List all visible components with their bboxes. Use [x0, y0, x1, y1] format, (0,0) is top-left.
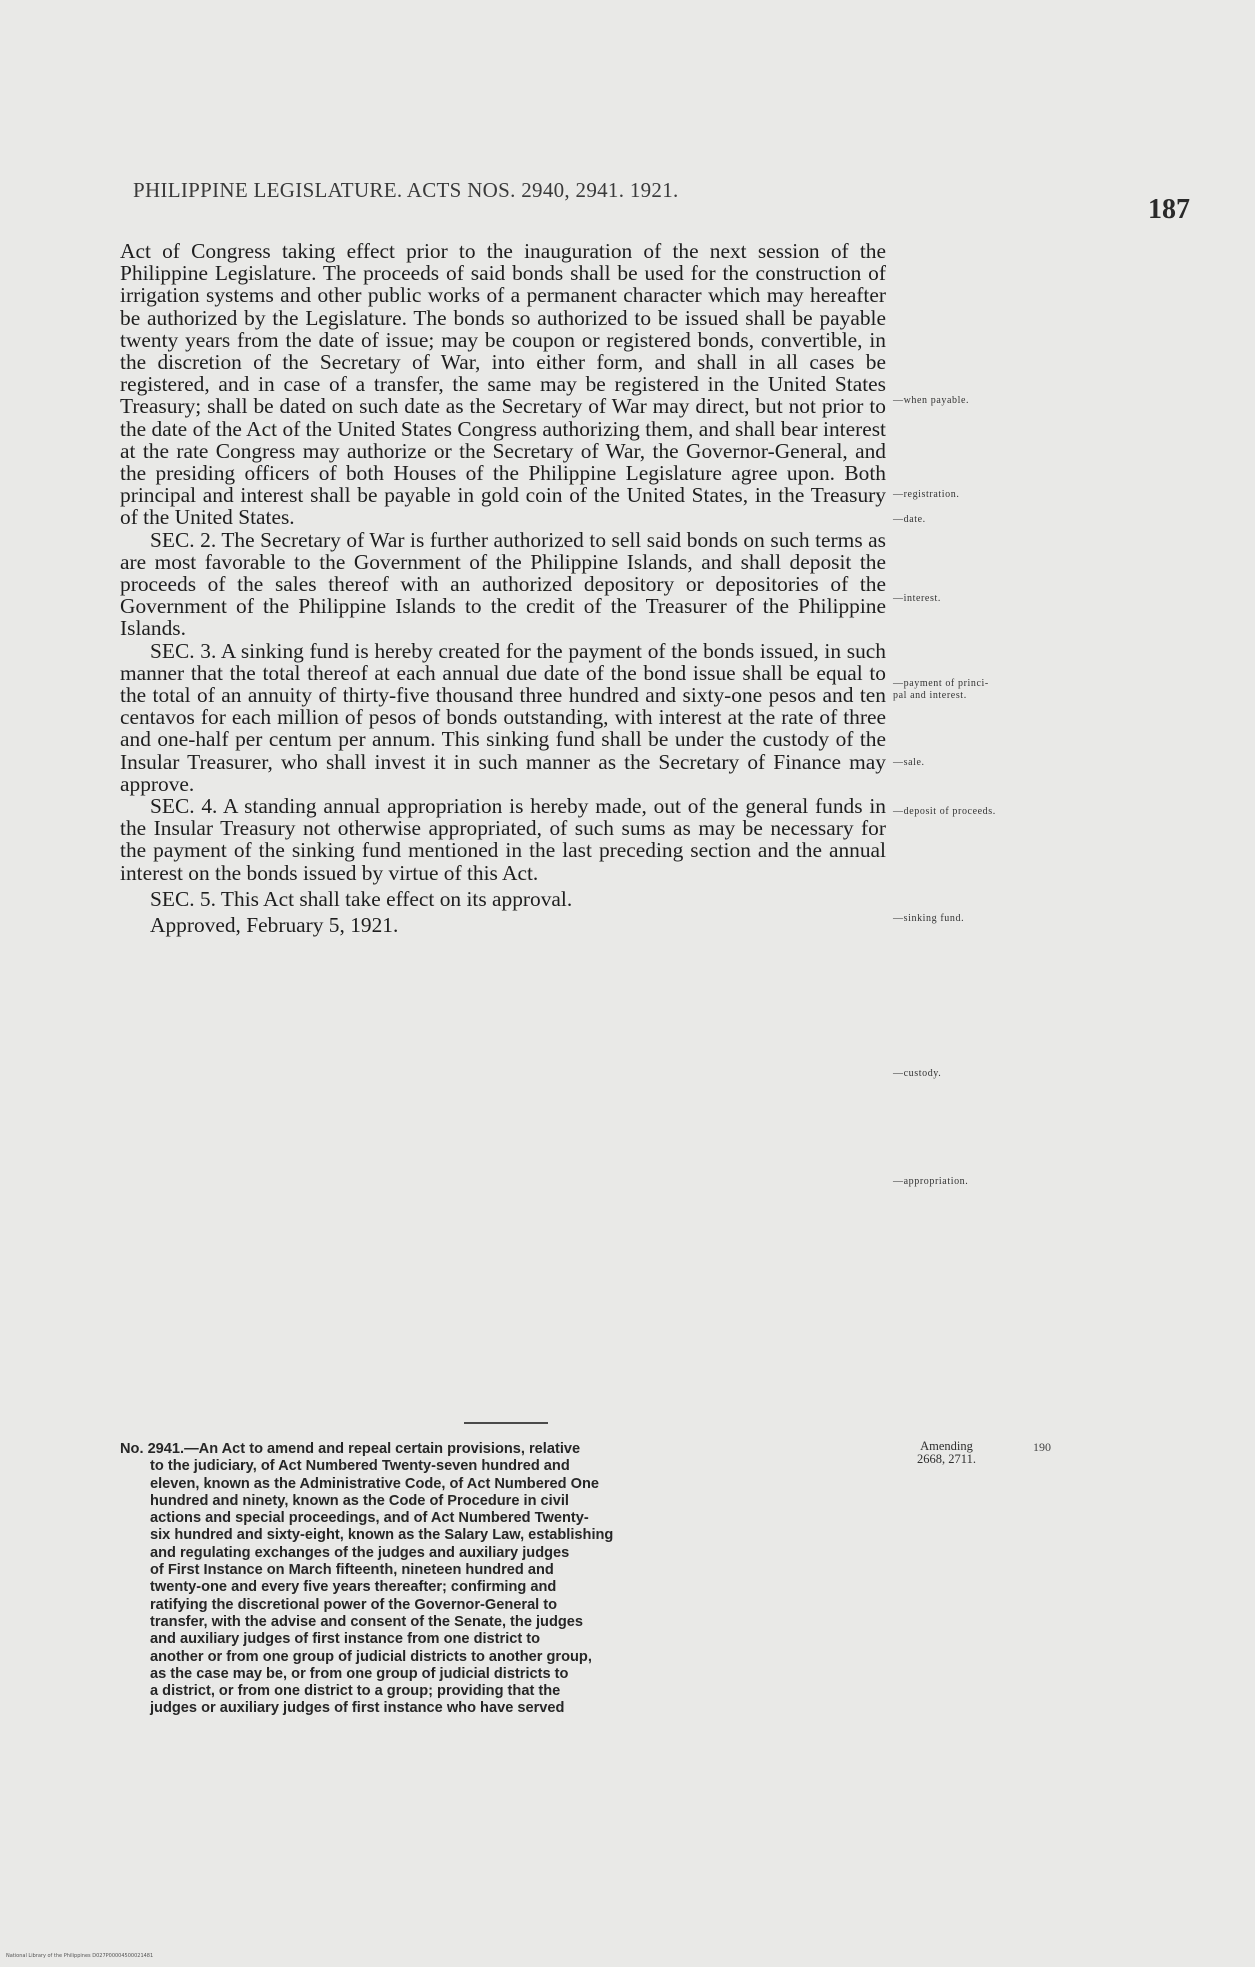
- margin-note-deposit: —deposit of proceeds.: [893, 806, 996, 817]
- next-act-number: No. 2941.—An Act to amend and repeal certain provisions, relative: [120, 1441, 581, 1457]
- act-line: to the judiciary, of Act Numbered Twenty-seven hundred and: [150, 1458, 570, 1475]
- margin-note-appropriation: —appropriation.: [893, 1176, 969, 1187]
- act-line: twenty-one and every five years thereafter; confirming and: [150, 1579, 557, 1596]
- section-4: SEC. 4. A standing annual appropriation is hereby made, out of the general funds in the Insular Treasury not otherwise appropriated, of such sums as may be necessary for the payment of the sinking fund mentioned in the last preceding section and the annual interest on the bonds issued by virtue of this Act.: [120, 794, 886, 885]
- act-line: hundred and ninety, known as the Code of Procedure in civil: [150, 1492, 569, 1509]
- section-5: SEC. 5. This Act shall take effect on its approval.: [150, 886, 573, 911]
- act-line: transfer, with the advise and consent of the Senate, the judges: [150, 1613, 584, 1630]
- margin-note-custody: —custody.: [893, 1068, 942, 1079]
- section-3: SEC. 3. A sinking fund is hereby created for the payment of the bonds issued, in such manner that the total thereof at each annual due date of the bond issue shall be equal to the total of an annuity of thirty-five thousand three hundred and sixty-one pesos and ten centavos for each million of pesos of bonds outstanding, with interest at the rate of three and one-half per centum per annum. This sinking fund shall be under the custody of the Insular Treasurer, who shall invest it in such manner as the Secretary of Finance may approve.: [120, 638, 886, 796]
- act-line: a district, or from one district to a group; providing that the: [150, 1683, 561, 1700]
- act-line: as the case may be, or from one group of judicial districts to: [150, 1665, 569, 1682]
- act-line: and auxiliary judges of first instance from one district to: [150, 1631, 541, 1648]
- next-act-heading: [120, 1441, 890, 1718]
- margin-note-payment-1: —payment of princi-: [893, 678, 989, 689]
- approval-date: Approved, February 5, 1921.: [150, 913, 399, 938]
- margin-note-sinking-fund: —sinking fund.: [893, 913, 965, 924]
- act-line: judges or auxiliary judges of first instance who have served: [150, 1700, 565, 1717]
- section-divider: [464, 1422, 548, 1424]
- act-line: actions and special proceedings, and of Act Numbered Twenty-: [150, 1510, 589, 1527]
- act-line: another or from one group of judicial districts to another group,: [150, 1648, 592, 1665]
- act-line: eleven, known as the Administrative Code, of Act Numbered One: [150, 1475, 599, 1492]
- paragraph-bond-terms: Act of Congress taking effect prior to the inauguration of the next session of the Philippine Legislature. The proceeds of said bonds shall be used for the construction of irrigation systems and other public works of a permanent character which may hereafter be authorized by the Legislature. The bonds so authorized to be issued shall be payable twenty years from the date of issue; may be coupon or registered bonds, convertible, in the discretion of the Secretary of War, into either form, and shall in all cases be registered, and in case of a transfer, the same may be registered in the United States Treasury; shall be dated on such date as the Secretary of War may direct, but not prior to the date of the Act of the United States Congress authorizing them, and shall bear interest at the rate Congress may authorize or the Secretary of War, the Governor-General, and the presiding officers of both Houses of the Philippine Legislature agree upon. Both principal and interest shall be payable in gold coin of the United States, in the Treasury of the United States.: [120, 239, 886, 530]
- act-line: of First Instance on March fifteenth, nineteen hundred and: [150, 1562, 554, 1579]
- act-line: six hundred and sixty-eight, known as the Salary Law, establishing: [150, 1527, 614, 1544]
- next-act-title-lines: [120, 1458, 890, 1717]
- amending-note: [894, 1440, 999, 1466]
- act-line: and regulating exchanges of the judges and auxiliary judges: [150, 1544, 570, 1561]
- margin-note-registration: —registration.: [893, 489, 960, 500]
- act-line: ratifying the discretional power of the Governor-General to: [150, 1596, 558, 1613]
- running-head: PHILIPPINE LEGISLATURE. ACTS NOS. 2940, 2941. 1921.: [133, 178, 679, 202]
- amending-label: Amending: [920, 1439, 973, 1453]
- margin-note-payment-2: pal and interest.: [893, 690, 967, 701]
- amending-acts: 2668, 2711.: [917, 1452, 976, 1466]
- page-number: 187: [1148, 194, 1190, 225]
- margin-note-sale: —sale.: [893, 757, 925, 768]
- margin-note-date: —date.: [893, 514, 926, 525]
- scan-credit: National Library of the Philippines D027P00004500021481: [6, 1953, 154, 1959]
- margin-note-interest: —interest.: [893, 593, 941, 604]
- margin-note-when-payable: —when payable.: [893, 395, 970, 406]
- margin-act-number: 190: [1033, 1440, 1051, 1454]
- section-2: SEC. 2. The Secretary of War is further authorized to sell said bonds on such terms as are most favorable to the Government of the Philippine Islands, and shall deposit the proceeds of the sales thereof with an authorized depository or depositories of the Government of the Philippine Islands to the credit of the Treasurer of the Philippine Islands.: [120, 527, 886, 641]
- act-body: [120, 240, 886, 936]
